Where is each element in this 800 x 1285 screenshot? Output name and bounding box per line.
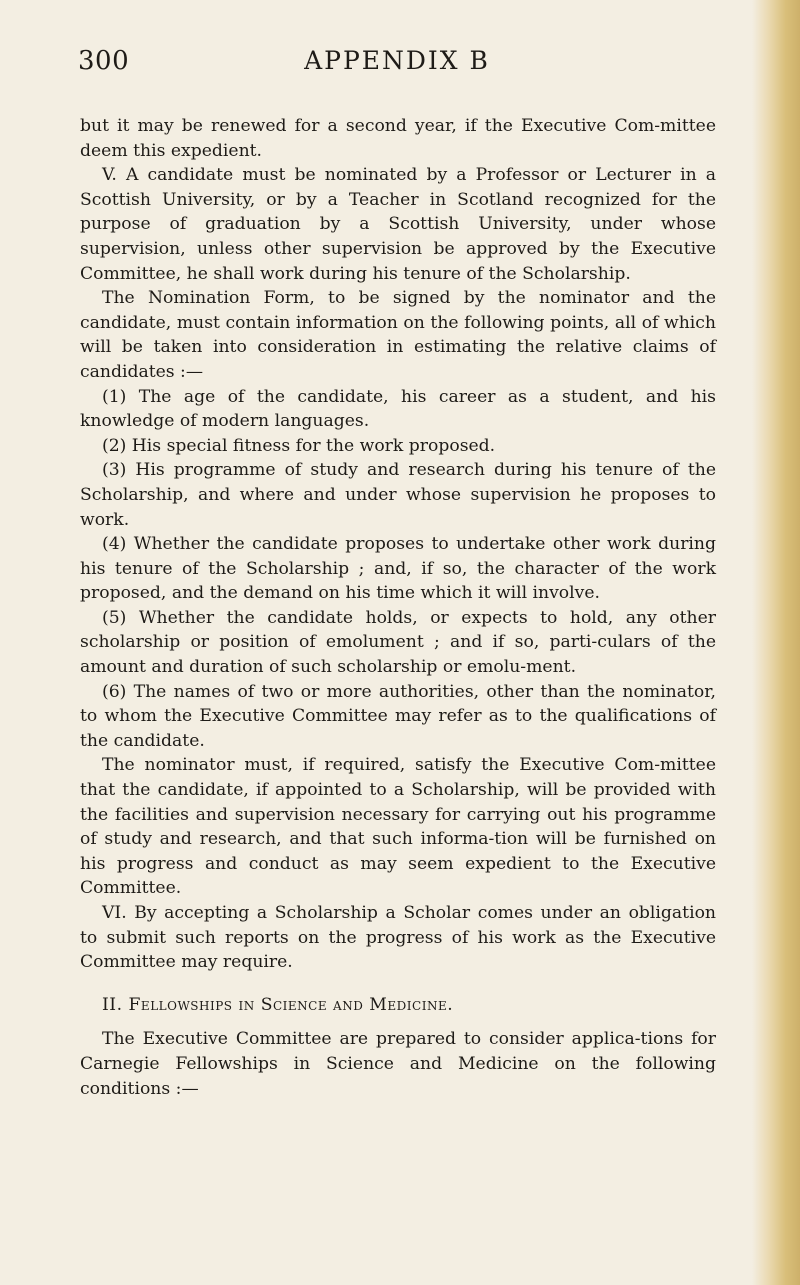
paragraph-fellowships: The Executive Committee are prepared to consider applica-tions for Carnegie Fellowships in Science and Medicine on the following conditions :— xyxy=(80,1029,716,1099)
page-number: 300 xyxy=(78,46,130,76)
page-header xyxy=(78,46,716,86)
running-head: APPENDIX B xyxy=(304,46,490,75)
page-edge-shading xyxy=(752,0,800,1285)
paragraph-point-4: (4) Whether the candidate proposes to undertake other work during his tenure of the Scholarship ; and, if so, the character of the work proposed, and the demand on his time which it will involve. xyxy=(80,534,716,604)
paragraph-continuation: but it may be renewed for a second year, if the Executive Com-mittee deem this expedient. xyxy=(80,116,716,161)
paragraph-point-6: (6) The names of two or more authorities, other than the nominator, to whom the Executive Committee may refer as to the qualifications of the candidate. xyxy=(80,681,716,751)
paragraph-point-3: (3) His programme of study and research during his tenure of the Scholarship, and where and under whose supervision he proposes to work. xyxy=(80,460,716,530)
paragraph-rule-vi: VI. By accepting a Scholarship a Scholar comes under an obligation to submit such reports on the progress of his work as the Executive Committee may require. xyxy=(80,903,716,973)
body-text xyxy=(80,114,716,1101)
paragraph-point-1: (1) The age of the candidate, his career as a student, and his knowledge of modern languages. xyxy=(80,386,716,432)
paragraph-point-2: (2) His special fitness for the work proposed. xyxy=(102,435,496,456)
section-heading: II. Fellowships in Science and Medicine. xyxy=(102,994,454,1015)
paragraph-rule-v: V. A candidate must be nominated by a Professor or Lecturer in a Scottish University, or by a Teacher in Scotland recognized for the purpose of graduation by a Scottish University, under whose supervision, unless other supervision be approved by the Executive Committee, he shall work during his tenure of the Scholarship. xyxy=(80,165,716,284)
paragraph-point-5: (5) Whether the candidate holds, or expects to hold, any other scholarship or position of emolument ; and if so, parti-culars of the amount and duration of such scholarship or emolu-ment. xyxy=(80,607,716,678)
paragraph-nominator: The nominator must, if required, satisfy the Executive Com-mittee that the candidate, if appointed to a Scholarship, will be provided with the facilities and supervision necessary for carrying out his programme of study and research, and that such informa-tion will be furnished on his progress and conduct as may seem expedient to the Executive Committee. xyxy=(80,755,716,899)
paragraph-nomination-form: The Nomination Form, to be signed by the nominator and the candidate, must contain information on the following points, all of which will be taken into consideration in estimating the relative claims of candidates :— xyxy=(80,288,716,382)
